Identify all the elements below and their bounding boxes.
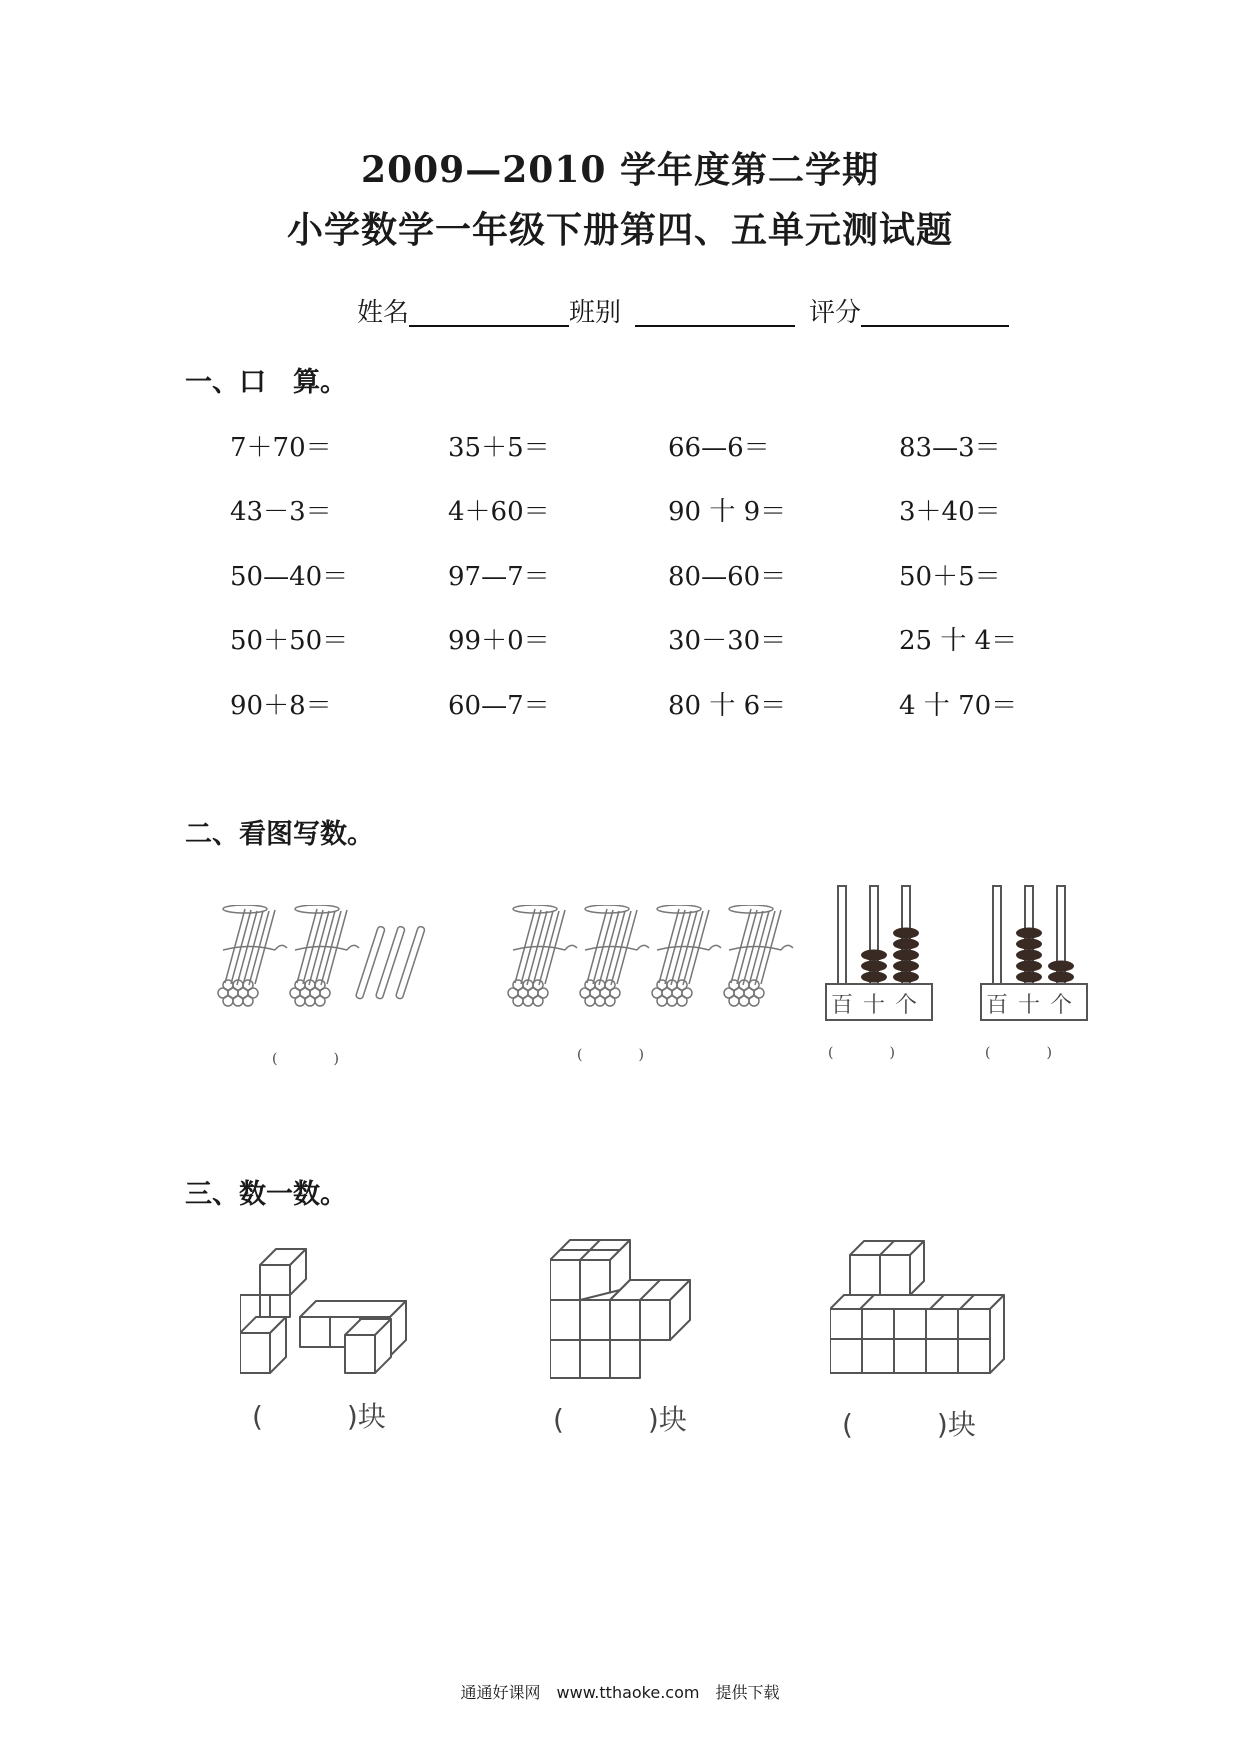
arithmetic-item: 30－30＝ <box>668 626 787 656</box>
score-label: 评分 <box>809 298 862 328</box>
answer-blank-3[interactable]: ( ) <box>828 1045 895 1061</box>
title-line-1: 2009—2010 学年度第二学期 <box>361 149 879 191</box>
arithmetic-item: 25 十 4＝ <box>899 626 1018 656</box>
footer-text: 通通好课网 www.tthaoke.com 提供下载 <box>460 1683 780 1702</box>
count-answer-2[interactable]: ( )块 <box>553 1403 687 1436</box>
stick-bundles-picture-2 <box>505 905 805 1010</box>
arithmetic-item: 3＋40＝ <box>899 497 1001 527</box>
section-2-heading: 二、看图写数。 <box>185 819 374 850</box>
answer-blank-1[interactable]: ( ) <box>272 1051 339 1067</box>
arithmetic-item: 80 十 6＝ <box>668 691 787 721</box>
arithmetic-item: 50＋50＝ <box>230 626 349 656</box>
answer-blank-2[interactable]: ( ) <box>577 1047 644 1063</box>
abacus-label-ones: 个 <box>894 993 918 1018</box>
count-answer-1[interactable]: ( )块 <box>252 1400 386 1433</box>
score-blank[interactable] <box>861 295 1009 327</box>
arithmetic-item: 50＋5＝ <box>899 562 1001 592</box>
arithmetic-item: 50—40＝ <box>230 562 349 592</box>
arithmetic-item: 66—6＝ <box>668 433 770 463</box>
section-3-heading: 三、数一数。 <box>185 1179 347 1210</box>
student-info-line <box>357 292 1009 329</box>
cube-figure-3 <box>830 1235 1010 1375</box>
abacus-label-tens: 十 <box>1017 993 1041 1018</box>
cube-figure-1 <box>240 1235 425 1375</box>
abacus-picture-1 <box>825 882 935 1022</box>
arithmetic-item: 4＋60＝ <box>448 497 550 527</box>
cube-figure-2 <box>550 1230 710 1380</box>
name-label: 姓名 <box>357 298 410 328</box>
arithmetic-item: 83—3＝ <box>899 433 1001 463</box>
abacus-label-hundreds: 百 <box>985 993 1009 1018</box>
arithmetic-item: 90 十 9＝ <box>668 497 787 527</box>
class-blank[interactable] <box>635 295 795 327</box>
arithmetic-item: 90＋8＝ <box>230 691 332 721</box>
section-1-heading: 一、口 算。 <box>185 367 347 398</box>
arithmetic-item: 7＋70＝ <box>230 433 332 463</box>
abacus-picture-2 <box>980 882 1090 1022</box>
arithmetic-item: 43－3＝ <box>230 497 332 527</box>
name-blank[interactable] <box>409 295 569 327</box>
arithmetic-item: 4 十 70＝ <box>899 691 1018 721</box>
arithmetic-item: 35＋5＝ <box>448 433 550 463</box>
abacus-label-ones: 个 <box>1049 993 1073 1018</box>
single-sticks <box>355 926 425 999</box>
arithmetic-item: 80—60＝ <box>668 562 787 592</box>
stick-bundles-picture-1 <box>215 905 450 1010</box>
abacus-label-hundreds: 百 <box>830 993 854 1018</box>
class-label: 班别 <box>569 298 622 328</box>
count-answer-3[interactable]: ( )块 <box>842 1408 976 1441</box>
arithmetic-item: 99＋0＝ <box>448 626 550 656</box>
abacus-label-tens: 十 <box>862 993 886 1018</box>
arithmetic-item: 97—7＝ <box>448 562 550 592</box>
title-line-2: 小学数学一年级下册第四、五单元测试题 <box>286 209 953 251</box>
answer-blank-4[interactable]: ( ) <box>985 1045 1052 1061</box>
arithmetic-item: 60—7＝ <box>448 691 550 721</box>
